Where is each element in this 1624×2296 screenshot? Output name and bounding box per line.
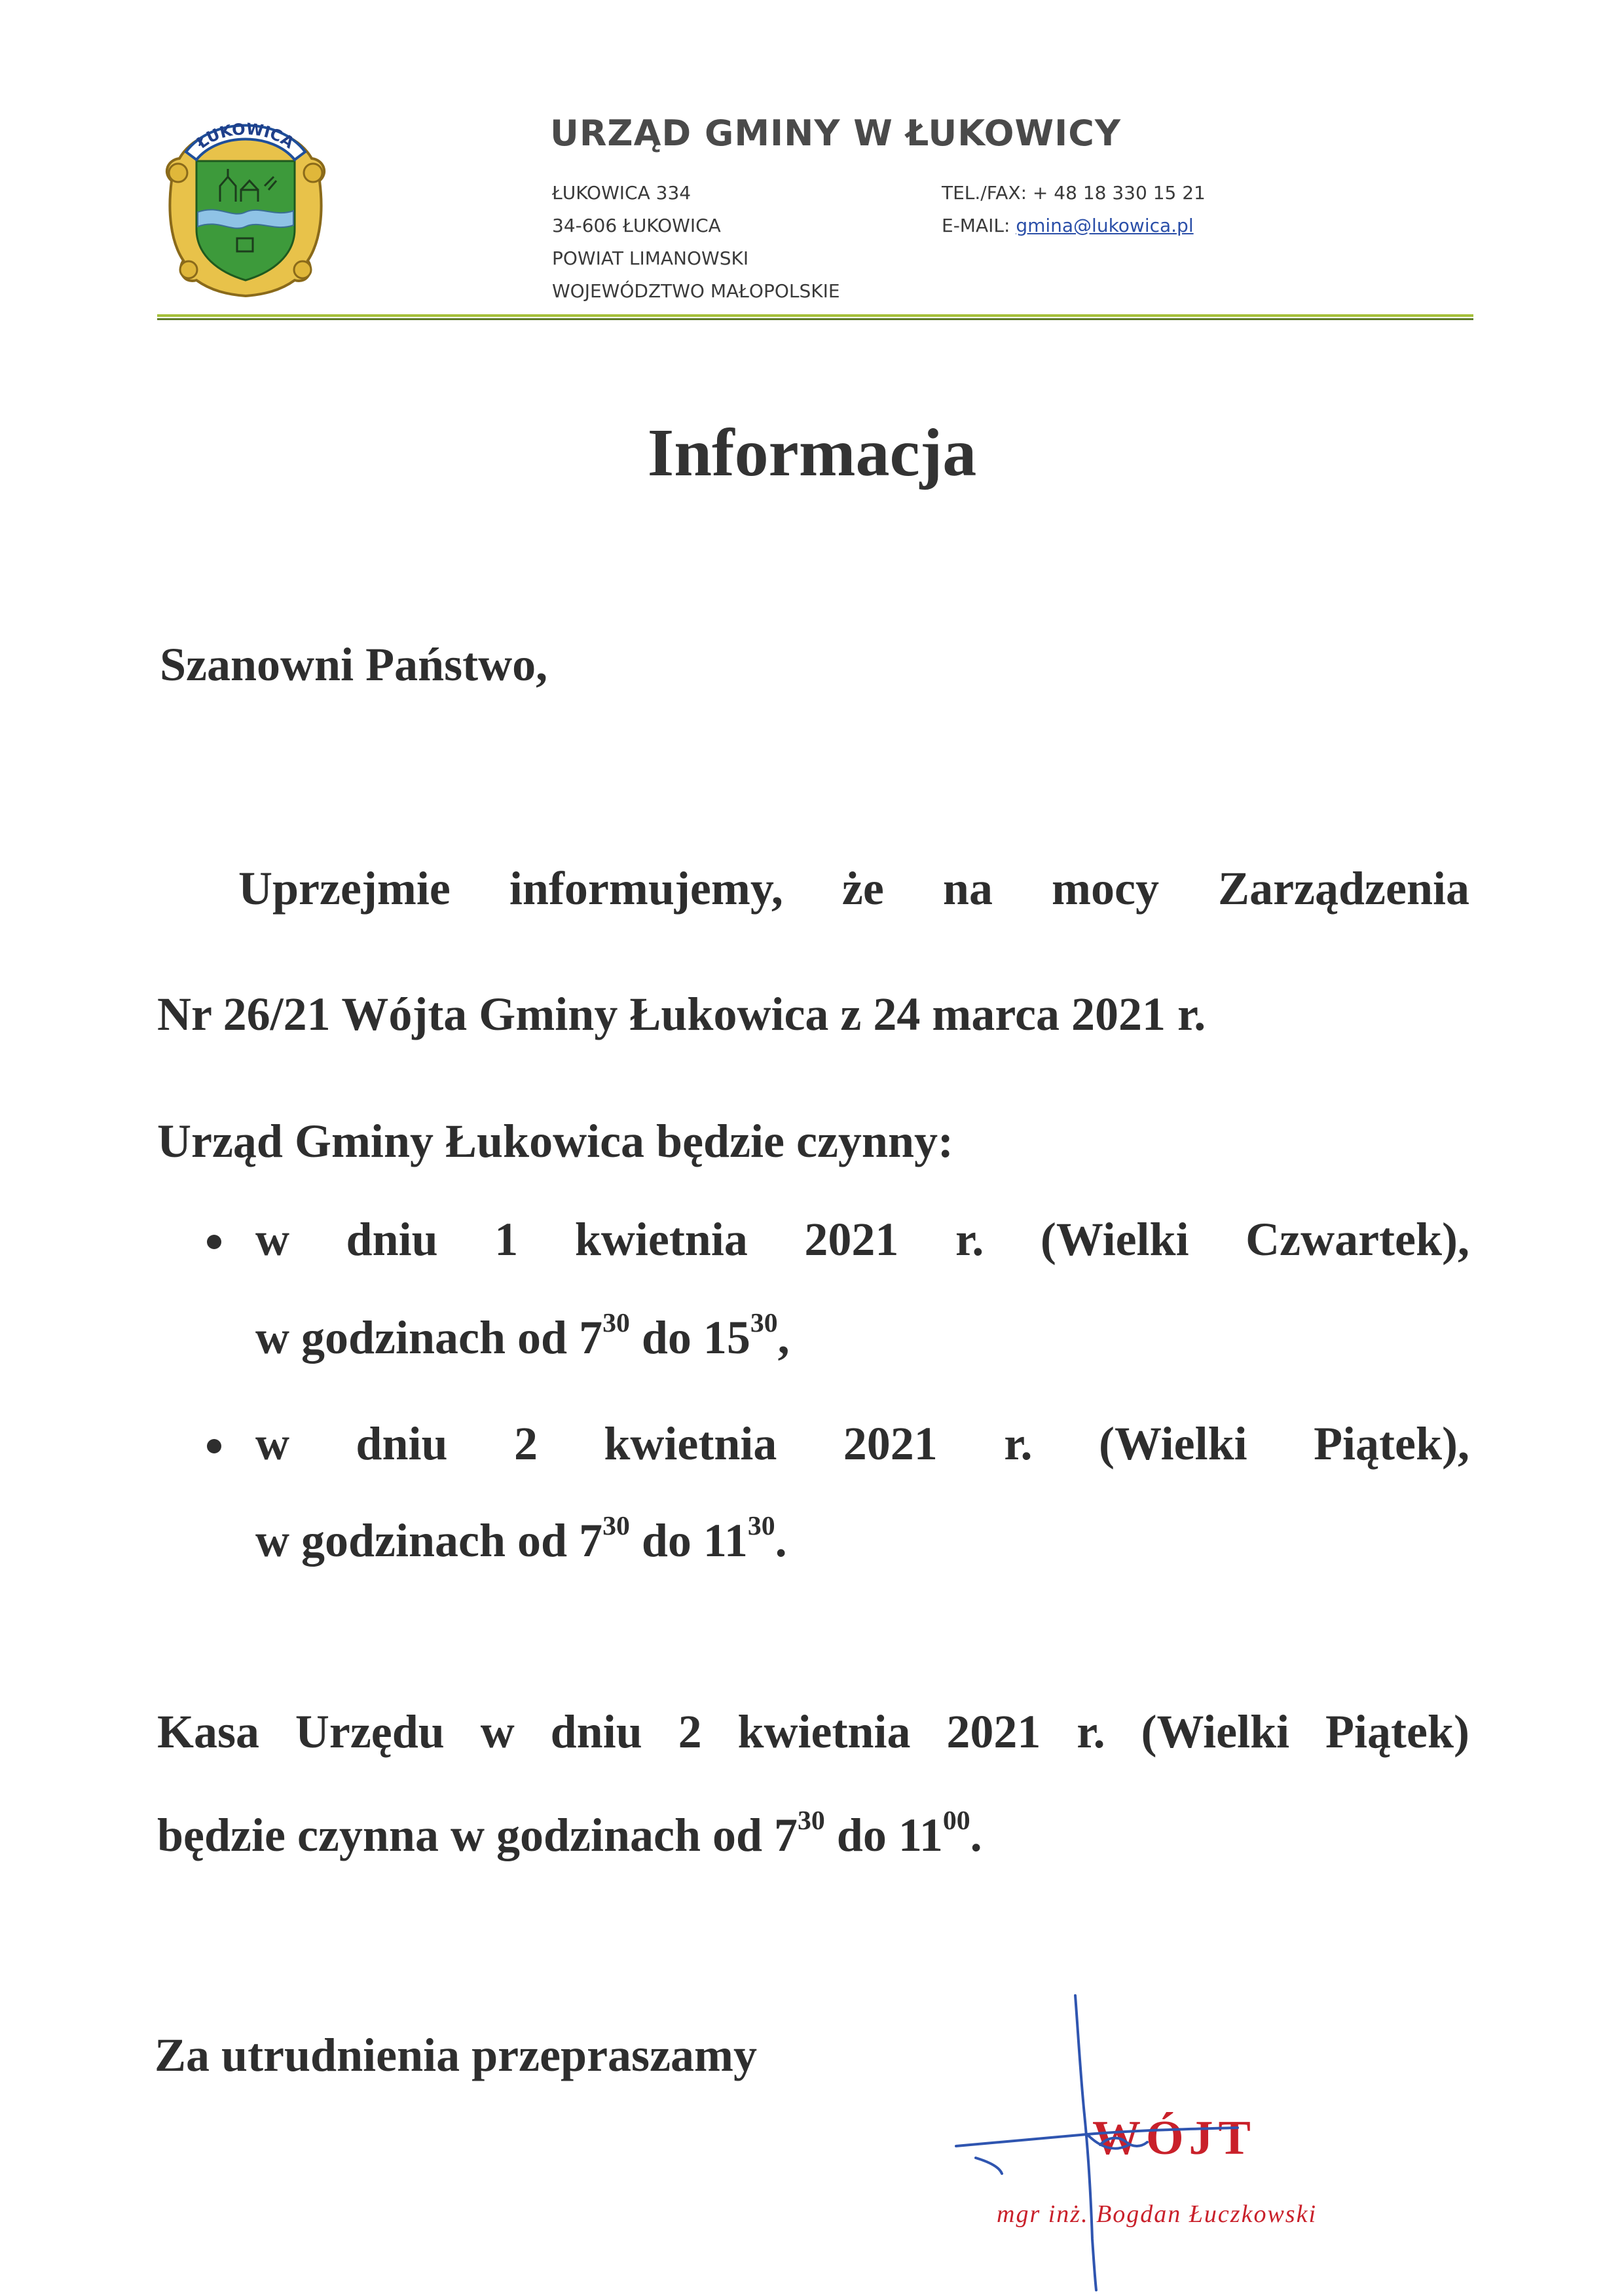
cashier-hours: będzie czynna w godzinach od $7^{30}$ do $11^{00}$. (157, 1806, 982, 1861)
email-line (942, 210, 1206, 242)
list-item-line: w dniu 2 kwietnia 2021 r. (Wielki Piątek), (255, 1417, 1469, 1470)
cashier-line: Kasa Urzędu w dniu 2 kwietnia 2021 r. (Wielki Piątek) (157, 1705, 1469, 1758)
letterhead-divider (157, 314, 1473, 317)
bullet-icon (207, 1235, 221, 1249)
list-item-hours: w godzinach od $7^{30}$ do $11^{30}$. (255, 1511, 787, 1567)
salutation: Szanowni Państwo, (160, 638, 548, 691)
paragraph-intro: Urząd Gminy Łukowica będzie czynny: (157, 1115, 953, 1167)
list-item-hours: w godzinach od $7^{30}$ do $15^{30}$, (255, 1308, 790, 1364)
address-line: WOJEWÓDZTWO MAŁOPOLSKIE (552, 280, 840, 302)
address-line: 34-606 ŁUKOWICA (552, 215, 721, 236)
email-link[interactable]: gmina@lukowica.pl (1016, 215, 1194, 236)
address-line: ŁUKOWICA 334 (552, 182, 692, 204)
bullet-icon (207, 1439, 221, 1453)
paragraph-line: Uprzejmie informujemy, że na mocy Zarządzenia (238, 862, 1469, 915)
list-item-line: w dniu 1 kwietnia 2021 r. (Wielki Czwartek), (255, 1213, 1469, 1266)
paragraph-line: Nr 26/21 Wójta Gminy Łukowica z 24 marca 2021 r. (157, 988, 1206, 1040)
email-label: E-MAIL: (942, 215, 1016, 236)
address-block (552, 177, 840, 308)
office-name: URZĄD GMINY W ŁUKOWICY (550, 113, 1121, 154)
address-line: POWIAT LIMANOWSKI (552, 247, 749, 269)
document-title: Informacja (647, 415, 977, 490)
contact-block (942, 177, 1206, 242)
signature-stamp-name: mgr inż. Bogdan Łuczkowski (997, 2200, 1317, 2228)
letterhead-divider-shadow (157, 318, 1473, 320)
handwritten-signature (936, 1990, 1277, 2291)
crest-banner-text: ŁUKOWICA (193, 119, 298, 153)
municipality-crest-logo (160, 113, 331, 297)
apology: Za utrudnienia przepraszamy (155, 2029, 758, 2081)
signature-stamp-title: WÓJT (1092, 2111, 1256, 2165)
phone-fax: TEL./FAX: + 48 18 330 15 21 (942, 182, 1206, 204)
